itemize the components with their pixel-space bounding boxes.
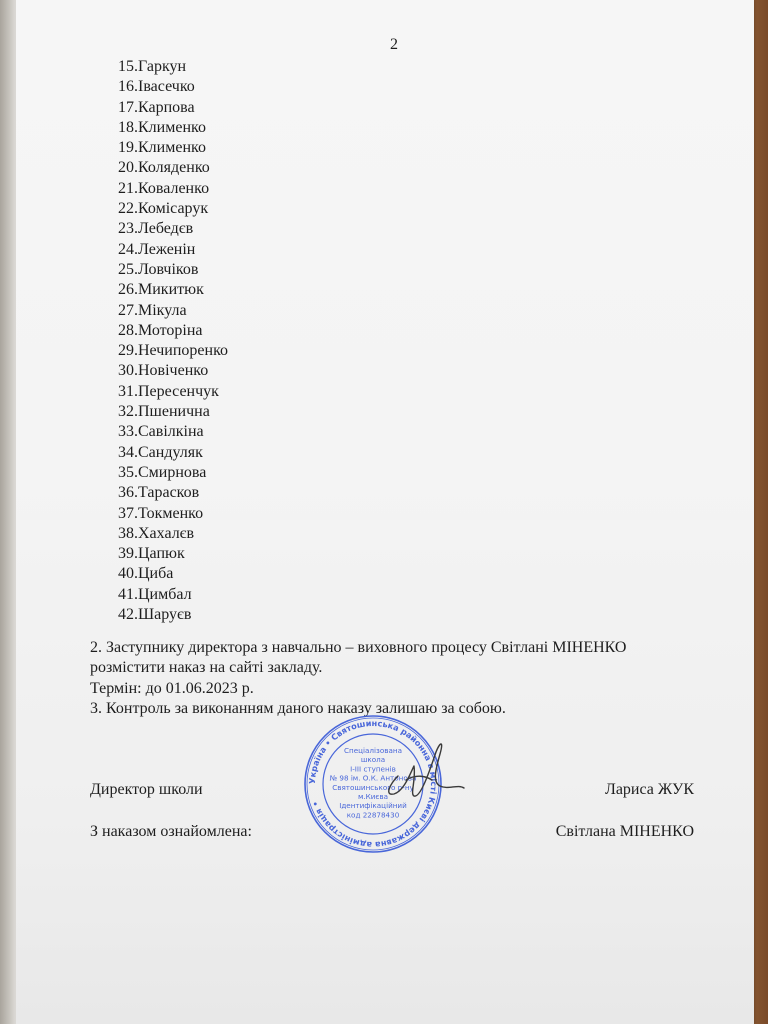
list-item: 22.Комісарук (118, 200, 209, 218)
list-item: 26.Микитюк (118, 281, 204, 299)
list-item: 25.Ловчіков (118, 260, 199, 278)
list-item: 33.Савілкіна (118, 423, 204, 441)
svg-text:Спеціалізована: Спеціалізована (344, 746, 402, 755)
list-item: 29.Нечипоренко (118, 342, 229, 360)
list-item: 30.Новіченко (118, 362, 209, 380)
svg-text:школа: школа (360, 755, 386, 765)
paragraph-deputy-instruction: 2. Заступнику директора з навчально – виховного процесу Світлані МІНЕНКО (90, 639, 627, 656)
list-item: 28.Моторіна (118, 321, 203, 339)
list-item: 40.Циба (118, 565, 174, 583)
list-item: 20.Коляденко (118, 159, 210, 177)
svg-text:№ 98 ім. О.К. Антонова: № 98 ім. О.К. Антонова (329, 773, 417, 783)
paragraph-publish-on-site: розмістити наказ на сайті закладу. (90, 659, 323, 677)
list-item: 35.Смирнова (118, 463, 207, 481)
handwritten-signature (370, 736, 470, 806)
svg-text:Святошинського р-ну: Святошинського р-ну (332, 782, 414, 792)
page-number: 2 (390, 36, 398, 53)
director-name: Лариса ЖУК (604, 781, 694, 798)
list-item: 15.Гаркун (118, 58, 187, 75)
svg-text:Україна • Святошинська районна: Україна • Святошинська районна в місті Києві державна адміністрація • (306, 717, 440, 851)
director-label: Директор школи (90, 781, 203, 798)
list-item: 27.Мікула (118, 301, 187, 319)
list-item: 24.Леженін (118, 240, 196, 258)
svg-text:код 22878430: код 22878430 (346, 810, 400, 820)
list-item: 16.Івасечко (118, 78, 195, 96)
list-item: 18.Клименко (118, 118, 206, 136)
list-item: 38.Хахалєв (118, 524, 195, 542)
order-body (90, 638, 710, 719)
list-item: 23.Лебедєв (118, 220, 194, 238)
list-item: 32.Пшенична (118, 403, 210, 421)
svg-text:Ідентифікаційний: Ідентифікаційний (339, 801, 407, 811)
acknowledgement-name: Світлана МІНЕНКО (555, 823, 694, 840)
paragraph-deadline: Термін: до 01.06.2023 р. (90, 679, 254, 697)
list-item: 19.Клименко (118, 139, 206, 157)
list-item: 36.Тарасков (118, 484, 200, 502)
list-item: 42.Шаруєв (118, 606, 192, 624)
paragraph-control: 3. Контроль за виконанням даного наказу залишаю за собою. (90, 699, 506, 717)
list-item: 37.Токменко (118, 504, 204, 522)
list-item: 31.Пересенчук (118, 382, 219, 400)
svg-text:м.Києва: м.Києва (357, 792, 389, 801)
list-item: 41.Цимбал (118, 585, 192, 603)
svg-text:І-ІІІ ступенів: І-ІІІ ступенів (350, 764, 396, 774)
list-item: 39.Цапюк (118, 545, 185, 563)
list-item: 21.Коваленко (118, 179, 210, 197)
acknowledgement-label: З наказом ознайомлена: (90, 823, 252, 840)
list-item: 17.Карпова (118, 98, 195, 116)
student-name-list (118, 57, 228, 625)
list-item: 34.Сандуляк (118, 443, 203, 461)
